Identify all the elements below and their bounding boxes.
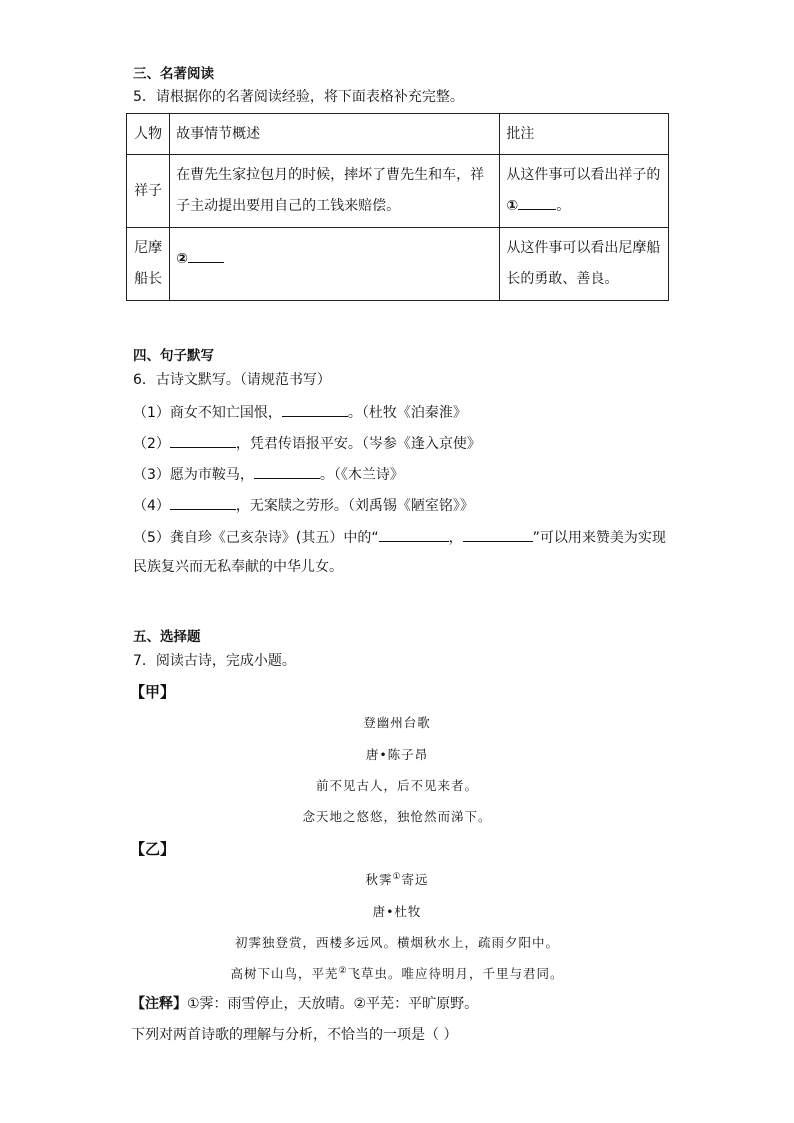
table-row xyxy=(127,155,669,228)
poem2-line: 初霁独登赏，西楼多远风。横烟秋水上，疏雨夕阳中。 xyxy=(234,935,559,950)
item-text: ， xyxy=(448,530,463,546)
table-header-row xyxy=(127,114,669,155)
header-cell-plot: 故事情节概述 xyxy=(170,114,500,155)
poem2-title-text: 寄远 xyxy=(401,872,429,887)
poem2-title-text: 秋霁 xyxy=(365,872,393,887)
note-cell xyxy=(500,155,669,228)
section-title-5: 五、选择题 xyxy=(133,629,201,645)
annotation-label: 【注释】 xyxy=(131,996,187,1012)
answer-blank-2[interactable] xyxy=(188,247,224,263)
recitation-item-continued: 民族复兴而无私奉献的中华儿女。 xyxy=(133,559,343,575)
recitation-item xyxy=(133,432,481,454)
poem-label-yi: 【乙】 xyxy=(130,840,176,858)
plot-cell xyxy=(170,228,500,301)
note-answer-line xyxy=(506,191,662,222)
novel-table xyxy=(126,113,669,301)
answer-blank-1[interactable] xyxy=(518,194,556,210)
plot-line: 在曹先生家拉包月的时候，摔坏了曹先生和车，祥 xyxy=(176,167,485,183)
poem2-title xyxy=(0,870,794,888)
fill-blank[interactable] xyxy=(170,432,236,448)
poem1-author: 唐•陈子昂 xyxy=(365,747,429,762)
note-line: 从这件事可以看出祥子的 xyxy=(506,167,661,183)
fill-blank[interactable] xyxy=(170,494,236,510)
character-name xyxy=(127,228,170,301)
poem2-line xyxy=(0,964,794,982)
poem-label-jia: 【甲】 xyxy=(130,683,176,701)
fill-blank[interactable] xyxy=(463,526,533,542)
item-text: （4） xyxy=(133,498,170,514)
section-title-3: 三、名著阅读 xyxy=(133,66,214,82)
blank-marker-2: ② xyxy=(176,250,189,267)
recitation-item xyxy=(133,494,474,516)
header-cell-character: 人物 xyxy=(127,114,170,155)
fill-blank[interactable] xyxy=(282,401,348,417)
poem1-line: 念天地之悠悠，独怆然而涕下。 xyxy=(302,809,492,824)
annotation-text: ①霁：雨雪停止，天放晴。②平芜：平旷原野。 xyxy=(187,996,479,1012)
plot-cell xyxy=(170,155,500,228)
table-row xyxy=(127,228,669,301)
fill-blank[interactable] xyxy=(379,526,449,542)
plot-answer-line xyxy=(176,244,493,275)
header-cell-note: 批注 xyxy=(500,114,669,155)
recitation-item xyxy=(133,526,666,548)
name-line: 尼摩 xyxy=(134,240,163,256)
recitation-item xyxy=(133,463,404,485)
poem2-author: 唐•杜牧 xyxy=(372,904,422,919)
poem2-line-text: 飞草虫。唯应待明月，千里与君同。 xyxy=(347,966,564,981)
item-text: 。（《木兰诗》 xyxy=(319,467,404,483)
item-text: （2） xyxy=(133,436,170,452)
item-text: ，凭君传语报平安。（岑参《逢入京使》 xyxy=(235,436,481,452)
question-7-prompt: 下列对两首诗歌的理解与分析，不恰当的一项是（ ） xyxy=(131,1027,458,1043)
recitation-item xyxy=(133,401,467,423)
plot-line: 子主动提出要用自己的工钱来赔偿。 xyxy=(176,198,401,214)
name-line: 船长 xyxy=(134,271,163,287)
note-line: 长的勇敢、善良。 xyxy=(506,271,619,287)
section-title-4: 四、句子默写 xyxy=(133,348,214,364)
note-line: 从这件事可以看出尼摩船 xyxy=(506,240,661,256)
question-6: 6．古诗文默写。（请规范书写） xyxy=(133,372,331,388)
question-5: 5．请根据你的名著阅读经验，将下面表格补充完整。 xyxy=(133,89,464,105)
footnote-marker: ① xyxy=(392,871,402,882)
annotation xyxy=(131,994,478,1014)
item-text: （1）商女不知亡国恨， xyxy=(133,405,282,421)
fill-blank[interactable] xyxy=(254,463,320,479)
footnote-marker: ② xyxy=(338,965,348,976)
poem1-title: 登幽州台歌 xyxy=(363,715,431,730)
poem1-line: 前不见古人，后不见来者。 xyxy=(315,778,478,793)
item-text: ，无案牍之劳形。（刘禹锡《陋室铭》》 xyxy=(235,498,474,514)
question-7: 7．阅读古诗，完成小题。 xyxy=(133,653,296,669)
character-name: 祥子 xyxy=(127,155,170,228)
item-text: ”可以用来赞美为实现 xyxy=(532,530,666,546)
note-end: 。 xyxy=(556,198,571,214)
note-cell xyxy=(500,228,669,301)
item-text: （3）愿为市鞍马， xyxy=(133,467,254,483)
poem2-line-text: 高树下山鸟，平芜 xyxy=(230,966,339,981)
blank-marker-1: ① xyxy=(506,198,519,214)
item-text: 。（杜牧《泊秦淮》 xyxy=(347,405,467,421)
item-text: （5）龚自珍《己亥杂诗》(其五）中的“ xyxy=(133,530,379,546)
